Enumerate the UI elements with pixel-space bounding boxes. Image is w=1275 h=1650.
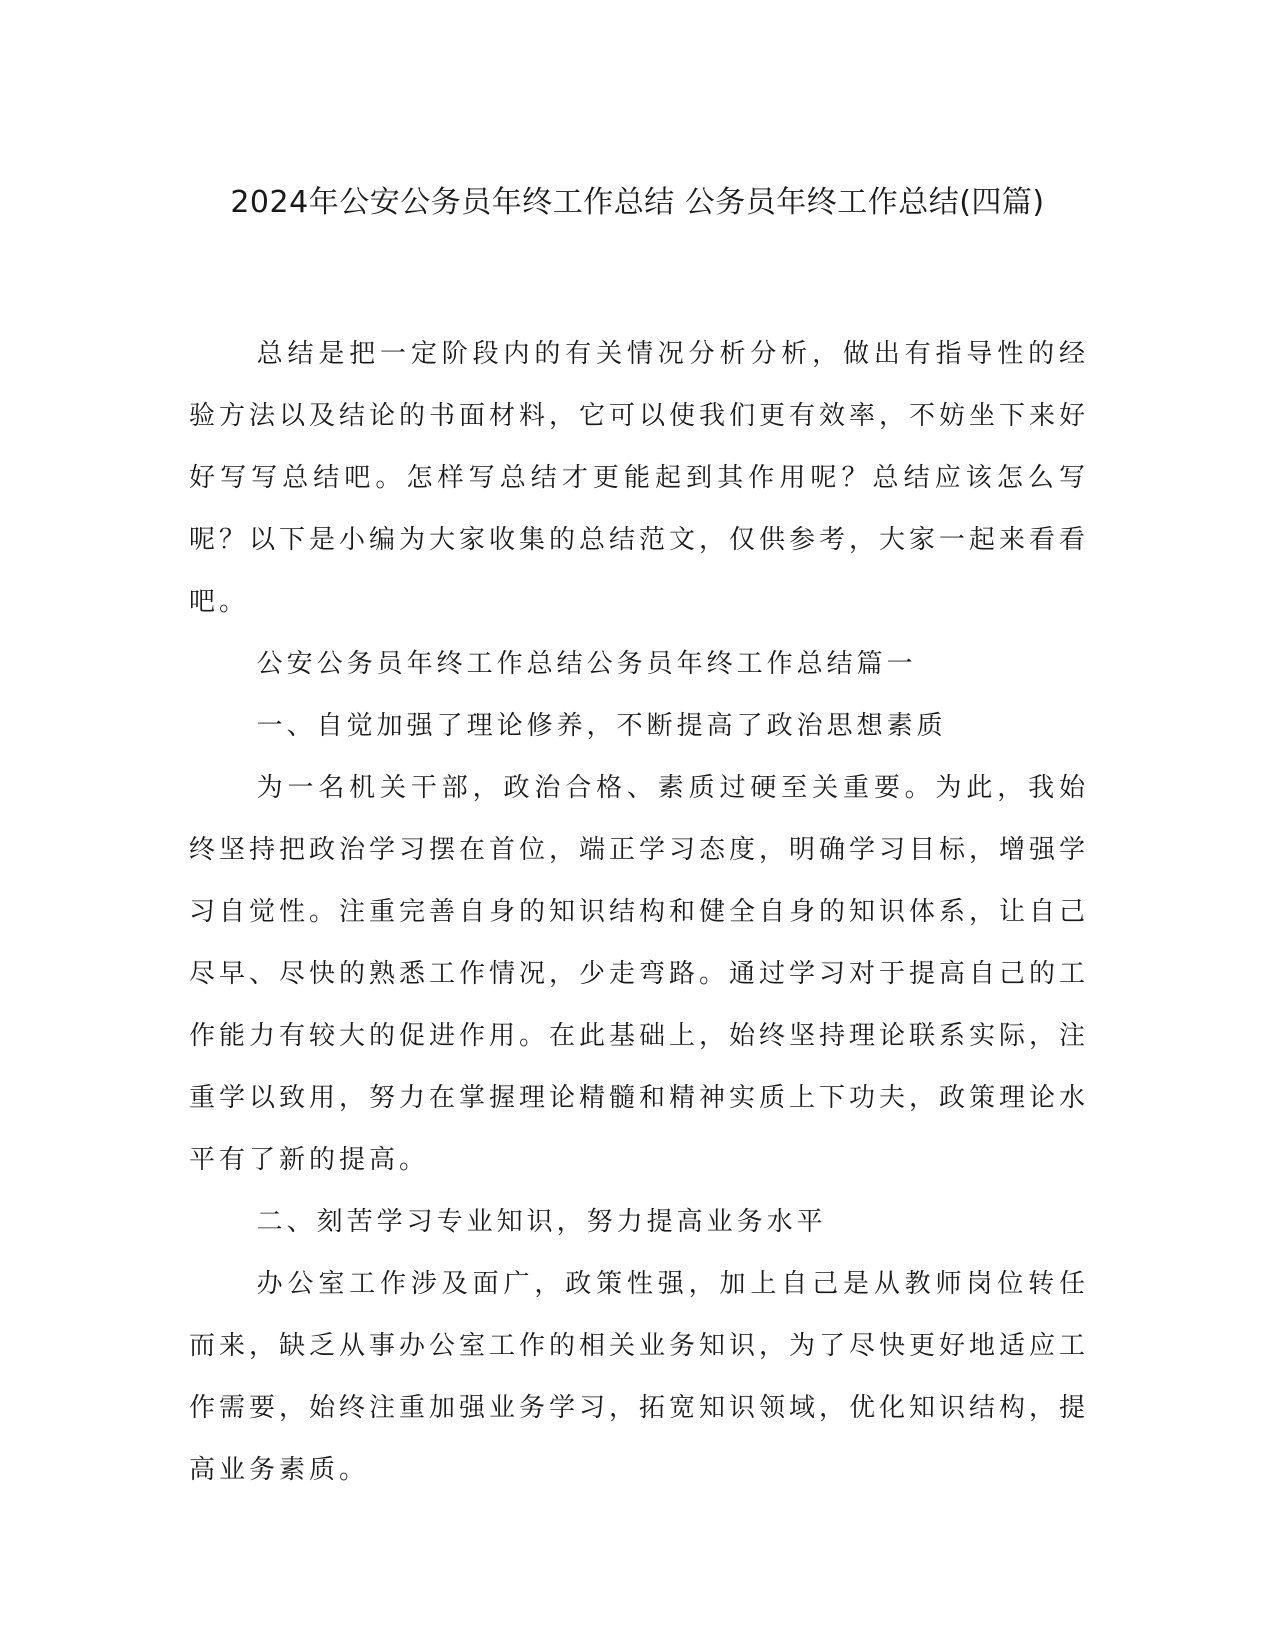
paragraph-subheading-2: 二、刻苦学习专业知识，努力提高业务水平	[256, 1207, 827, 1237]
paragraph-section-heading: 公安公务员年终工作总结公务员年终工作总结篇一	[256, 649, 917, 679]
paragraph-body-1: 为一名机关干部，政治合格、素质过硬至关重要。为此，我始终坚持把政治学习摆在首位，端正学习态度，明确学习目标，增强学习自觉性。注重完善自身的知识结构和健全自身的知识体系，让自己尽早、尽快的熟悉工作情况，少走弯路。通过学习对于提高自己的工作能力有较大的促进作用。在此基础上，始终坚持理论联系实际，注重学以致用，努力在掌握理论精髓和精神实质上下功夫，政策理论水平有了新的提高。	[189, 773, 1090, 1175]
paragraph-intro: 总结是把一定阶段内的有关情况分析分析，做出有指导性的经验方法以及结论的书面材料，它可以使我们更有效率，不妨坐下来好好写写总结吧。怎样写总结才更能起到其作用呢？总结应该怎么写呢？以下是小编为大家收集的总结范文，仅供参考，大家一起来看看吧。	[189, 339, 1090, 617]
paragraph-body-2: 办公室工作涉及面广，政策性强，加上自己是从教师岗位转任而来，缺乏从事办公室工作的相关业务知识，为了尽快更好地适应工作需要，始终注重加强业务学习，拓宽知识领域，优化知识结构，提高业务素质。	[189, 1269, 1090, 1485]
document-title: 2024年公安公务员年终工作总结 公务员年终工作总结(四篇)	[230, 185, 1045, 220]
paragraph-subheading-1: 一、自觉加强了理论修养，不断提高了政治思想素质	[256, 711, 947, 741]
document-body	[189, 323, 1089, 1501]
